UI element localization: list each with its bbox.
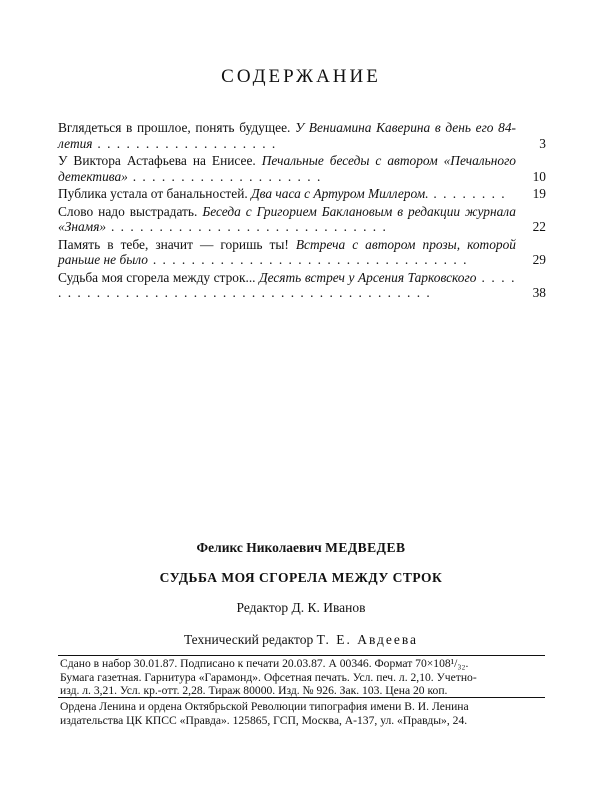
toc-entry-page: 19: [532, 186, 546, 201]
author-given-name: Феликс Николаевич: [196, 540, 322, 555]
toc-entry-page: 3: [539, 135, 546, 151]
toc-entry-subtitle: Десять встреч у Арсения Тарковского: [259, 269, 477, 285]
toc-entry: [58, 153, 546, 184]
toc-entry-lead: Публика устала от банальностей.: [58, 186, 248, 201]
leader-dots: . . . . . . . . . . . . . . . . . . . . . . . . . . . . . . . . .: [147, 252, 468, 267]
toc-entry-page: 38: [532, 285, 546, 300]
toc-entry-subtitle: У Вениамина Каверина в день его 84-летия: [58, 120, 516, 151]
toc-entry: [58, 186, 546, 202]
toc-entry-lead: У Виктора Астафьева на Енисее.: [58, 153, 256, 168]
toc-title: СОДЕРЖАНИЕ: [221, 66, 381, 87]
leader-dots: . . . . . . . . . . . . . . . . . . . . . . . . . . . . . . . . . . . . . . . . . . .: [58, 269, 516, 300]
print-detail-line: Сдано в набор 30.01.87. Подписано к печати 20.03.87. А 00346. Формат 70×108¹/₃₂.: [60, 657, 469, 670]
toc-entry: [58, 237, 546, 268]
toc-entry-lead: Память в тебе, значит — горишь ты!: [58, 236, 289, 252]
leader-dots: . . . . . . . .: [428, 186, 507, 201]
editor-label: Редактор: [236, 600, 289, 615]
leader-dots: . . . . . . . . . . . . . . . . . . . . . . . . . . . . .: [106, 219, 388, 234]
table-of-contents: [58, 120, 546, 303]
toc-entry: [58, 120, 546, 151]
tech-editor-credit: [0, 632, 602, 648]
toc-entry-subtitle: Два часа с Артуром Миллером.: [251, 186, 429, 201]
toc-entry-subtitle: Печальные беседы с автором «Печального детектива»: [58, 153, 516, 184]
divider-top: [58, 655, 545, 656]
toc-entry-lead: Слово надо выстрадать.: [58, 203, 198, 219]
toc-entry: [58, 270, 546, 301]
toc-entry-lead: Судьба моя сгорела между строк...: [58, 269, 256, 285]
press-detail-line: издательства ЦК КПСС «Правда». 125865, ГСП, Москва, А-137, ул. «Правды», 24.: [60, 713, 468, 727]
leader-dots: . . . . . . . . . . . . . . . . . . .: [92, 135, 277, 151]
print-detail-line: изд. л. 3,21. Усл. кр.-отт. 2,28. Тираж 80000. Изд. № 926. Зак. 103. Цена 20 коп.: [60, 684, 448, 697]
editor-credit: [0, 600, 602, 616]
author-surname: МЕДВЕДЕВ: [325, 540, 406, 555]
editor-name: Д. К. Иванов: [291, 600, 366, 615]
toc-entry-page: 29: [532, 252, 546, 267]
print-detail-line: Бумага газетная. Гарнитура «Гарамонд». Офсетная печать. Усл. печ. л. 2,10. Учетно-: [60, 670, 477, 684]
toc-entry: [58, 204, 546, 235]
toc-entry-subtitle: Беседа с Григорием Баклановым в редакции журнала «Знамя»: [58, 203, 516, 234]
leader-dots: . . . . . . . . . . . . . . . . . . . .: [127, 168, 322, 184]
toc-entry-page: 22: [532, 219, 546, 234]
divider-middle: [58, 697, 545, 698]
tech-editor-label: Технический редактор: [183, 632, 314, 647]
toc-entry-page: 10: [532, 168, 546, 184]
toc-entry-subtitle: Встреча с автором прозы, которой раньше не было: [58, 236, 516, 267]
book-title: СУДЬБА МОЯ СГОРЕЛА МЕЖДУ СТРОК: [159, 570, 443, 585]
author-name: [0, 540, 602, 556]
toc-entry-lead: Вглядеться в прошлое, понять будущее.: [58, 120, 291, 135]
print-details: [60, 657, 544, 698]
press-detail-line: Ордена Ленина и ордена Октябрьской Революции типография имени В. И. Ленина: [60, 700, 469, 713]
tech-editor-name: Т. Е. Авдеева: [316, 632, 419, 647]
press-details: [60, 700, 544, 727]
